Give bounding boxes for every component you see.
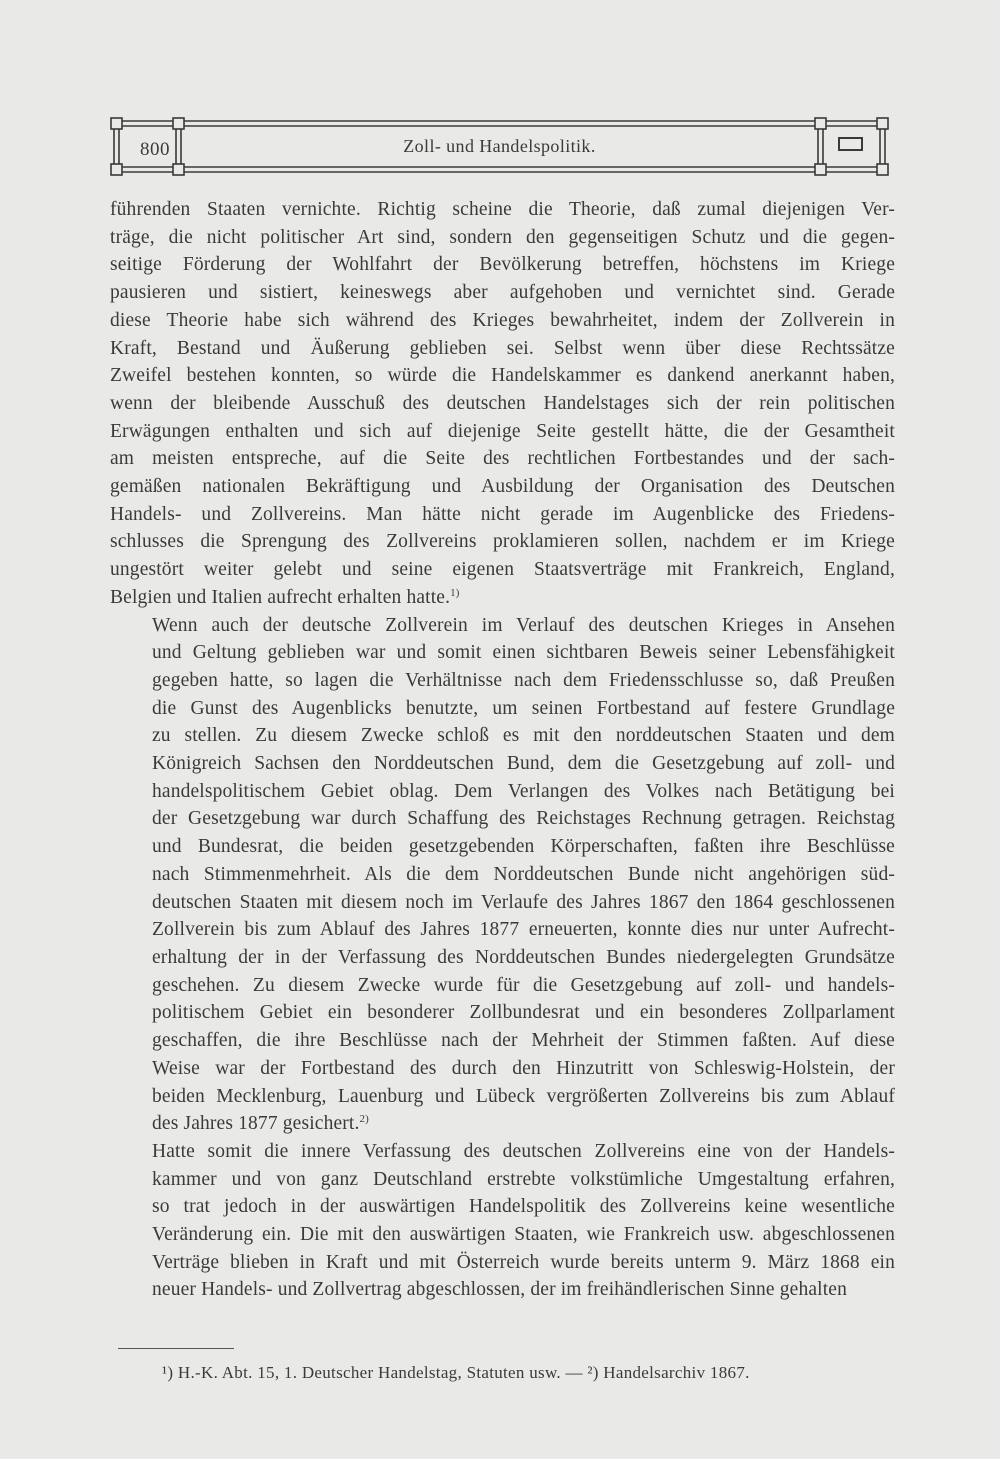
- text-line: Veränderung ein. Die mit den auswärtigen Staaten, wie Frankreich usw. abgeschlossenen: [152, 1224, 895, 1246]
- text-line: handelspolitischem Gebiet oblag. Dem Verlangen des Volkes nach Betätigung bei: [152, 780, 895, 802]
- text-line: gegeben hatte, so lagen die Verhältnisse nach dem Friedensschlusse so, daß Preußen: [152, 669, 895, 691]
- text-line: zu stellen. Zu diesem Zwecke schloß es mit den norddeutschen Staaten und dem: [152, 725, 895, 747]
- text-line: pausieren und sistiert, keineswegs aber aufgehoben und vernichtet sind. Gerade: [110, 282, 895, 304]
- text-line: kammer und von ganz Deutschland erstrebte volkstümliche Umgestaltung erfahren,: [152, 1168, 895, 1190]
- main-text: [110, 196, 895, 1304]
- text-line: Kraft, Bestand und Äußerung geblieben sei. Selbst wenn über diese Rechtssätze: [110, 337, 895, 359]
- text-line: Belgien und Italien aufrecht erhalten hatte.$^{1)}$: [110, 586, 460, 608]
- text-line: träge, die nicht politischer Art sind, sondern den gegenseitigen Schutz und die gegen-: [110, 226, 895, 248]
- paragraph: [110, 196, 895, 612]
- text-line: geschaffen, die ihre Beschlüsse nach der Mehrheit der Stimmen faßten. Auf diese: [152, 1030, 895, 1052]
- text-line: Zweifel bestehen konnten, so würde die Handelskammer es dankend anerkannt haben,: [110, 365, 895, 387]
- text-line: seitige Förderung der Wohlfahrt der Bevölkerung betreffen, höchstens im Kriege: [110, 254, 895, 276]
- text-line: nach Stimmenmehrheit. Als die dem Norddeutschen Bunde nicht angehörigen süd-: [152, 863, 895, 885]
- text-line: politischem Gebiet ein besonderer Zollbundesrat und ein besonderes Zollparlament: [152, 1002, 895, 1024]
- text-line: ungestört weiter gelebt und seine eigenen Staatsverträge mit Frankreich, England,: [110, 559, 895, 581]
- text-line: schlusses die Sprengung des Zollvereins proklamieren sollen, nachdem er im Kriege: [110, 531, 895, 553]
- text-line: Wenn auch der deutsche Zollverein im Verlauf des deutschen Krieges in Ansehen: [152, 614, 895, 636]
- text-line: und Geltung geblieben war und somit einen sichtbaren Beweis seiner Lebensfähigkeit: [152, 642, 895, 664]
- footnote-reference[interactable]: 2): [359, 1113, 369, 1126]
- footnotes: ¹) H.-K. Abt. 15, 1. Deutscher Handelstag, Statuten usw. — ²) Handelsarchiv 1867.: [162, 1363, 750, 1382]
- text-line: Hatte somit die innere Verfassung des deutschen Zollvereins eine von der Handels-: [152, 1140, 895, 1162]
- footnote-divider: [118, 1348, 234, 1349]
- text-line: Erwägungen enthalten und sich auf diejenige Seite gestellt hätte, die der Gesamtheit: [110, 420, 895, 442]
- text-line: Königreich Sachsen den Norddeutschen Bund, dem die Gesetzgebung auf zoll- und: [152, 753, 895, 775]
- text-line: des Jahres 1877 gesichert.$^{2)}$: [152, 1113, 369, 1135]
- text-line: deutschen Staaten mit diesem noch im Verlaufe des Jahres 1867 den 1864 geschlossenen: [152, 891, 895, 913]
- text-line: erhaltung der in der Verfassung des Norddeutschen Bundes niedergelegten Grundsätze: [152, 946, 895, 968]
- footnote-reference[interactable]: 1): [450, 586, 460, 599]
- text-line: der Gesetzgebung war durch Schaffung des Reichstages Rechnung getragen. Reichstag: [152, 808, 895, 830]
- text-line: diese Theorie habe sich während des Krieges bewahrheitet, indem der Zollverein in: [110, 309, 895, 331]
- text-line: Verträge blieben in Kraft und mit Österreich wurde bereits unterm 9. März 1868 ein: [152, 1251, 895, 1273]
- text-line: am meisten entspreche, auf die Seite des rechtlichen Fortbestandes und der sach-: [110, 448, 895, 470]
- page-number: 800: [140, 139, 170, 160]
- paragraph: [110, 1138, 895, 1304]
- text-line: Zollverein bis zum Ablauf des Jahres 1877 erneuerten, konnte dies nur unter Aufrecht-: [152, 919, 895, 941]
- text-line: beiden Mecklenburg, Lauenburg und Lübeck vergrößerten Zollvereins bis zum Ablauf: [152, 1085, 895, 1107]
- text-line: neuer Handels- und Zollvertrag abgeschlossen, der im freihändlerischen Sinne gehalten: [152, 1279, 848, 1301]
- text-line: Weise war der Fortbestand des durch den Hinzutritt von Schleswig-Holstein, der: [152, 1057, 895, 1079]
- text-line: und Bundesrat, die beiden gesetzgebenden Körperschaften, faßten ihre Beschlüsse: [152, 836, 895, 858]
- text-line: die Gunst des Augenblicks benutzte, um seinen Fortbestand auf festere Grundlage: [152, 697, 895, 719]
- text-line: führenden Staaten vernichte. Richtig scheine die Theorie, daß zumal diejenigen Ver-: [110, 199, 895, 220]
- page-header: [108, 115, 891, 178]
- text-line: Handels- und Zollvereins. Man hätte nicht gerade im Augenblicke des Friedens-: [110, 503, 895, 525]
- text-line: gemäßen nationalen Bekräftigung und Ausbildung der Organisation des Deutschen: [110, 476, 895, 498]
- paragraph: [110, 612, 895, 1138]
- text-line: wenn der bleibende Ausschuß des deutschen Handelstages sich der rein politischen: [110, 392, 895, 414]
- running-title: Zoll- und Handelspolitik.: [403, 136, 596, 156]
- text-line: geschehen. Zu diesem Zwecke wurde für die Gesetzgebung auf zoll- und handels-: [152, 974, 895, 996]
- text-line: so trat jedoch in der auswärtigen Handelspolitik des Zollvereins keine wesentliche: [152, 1196, 895, 1218]
